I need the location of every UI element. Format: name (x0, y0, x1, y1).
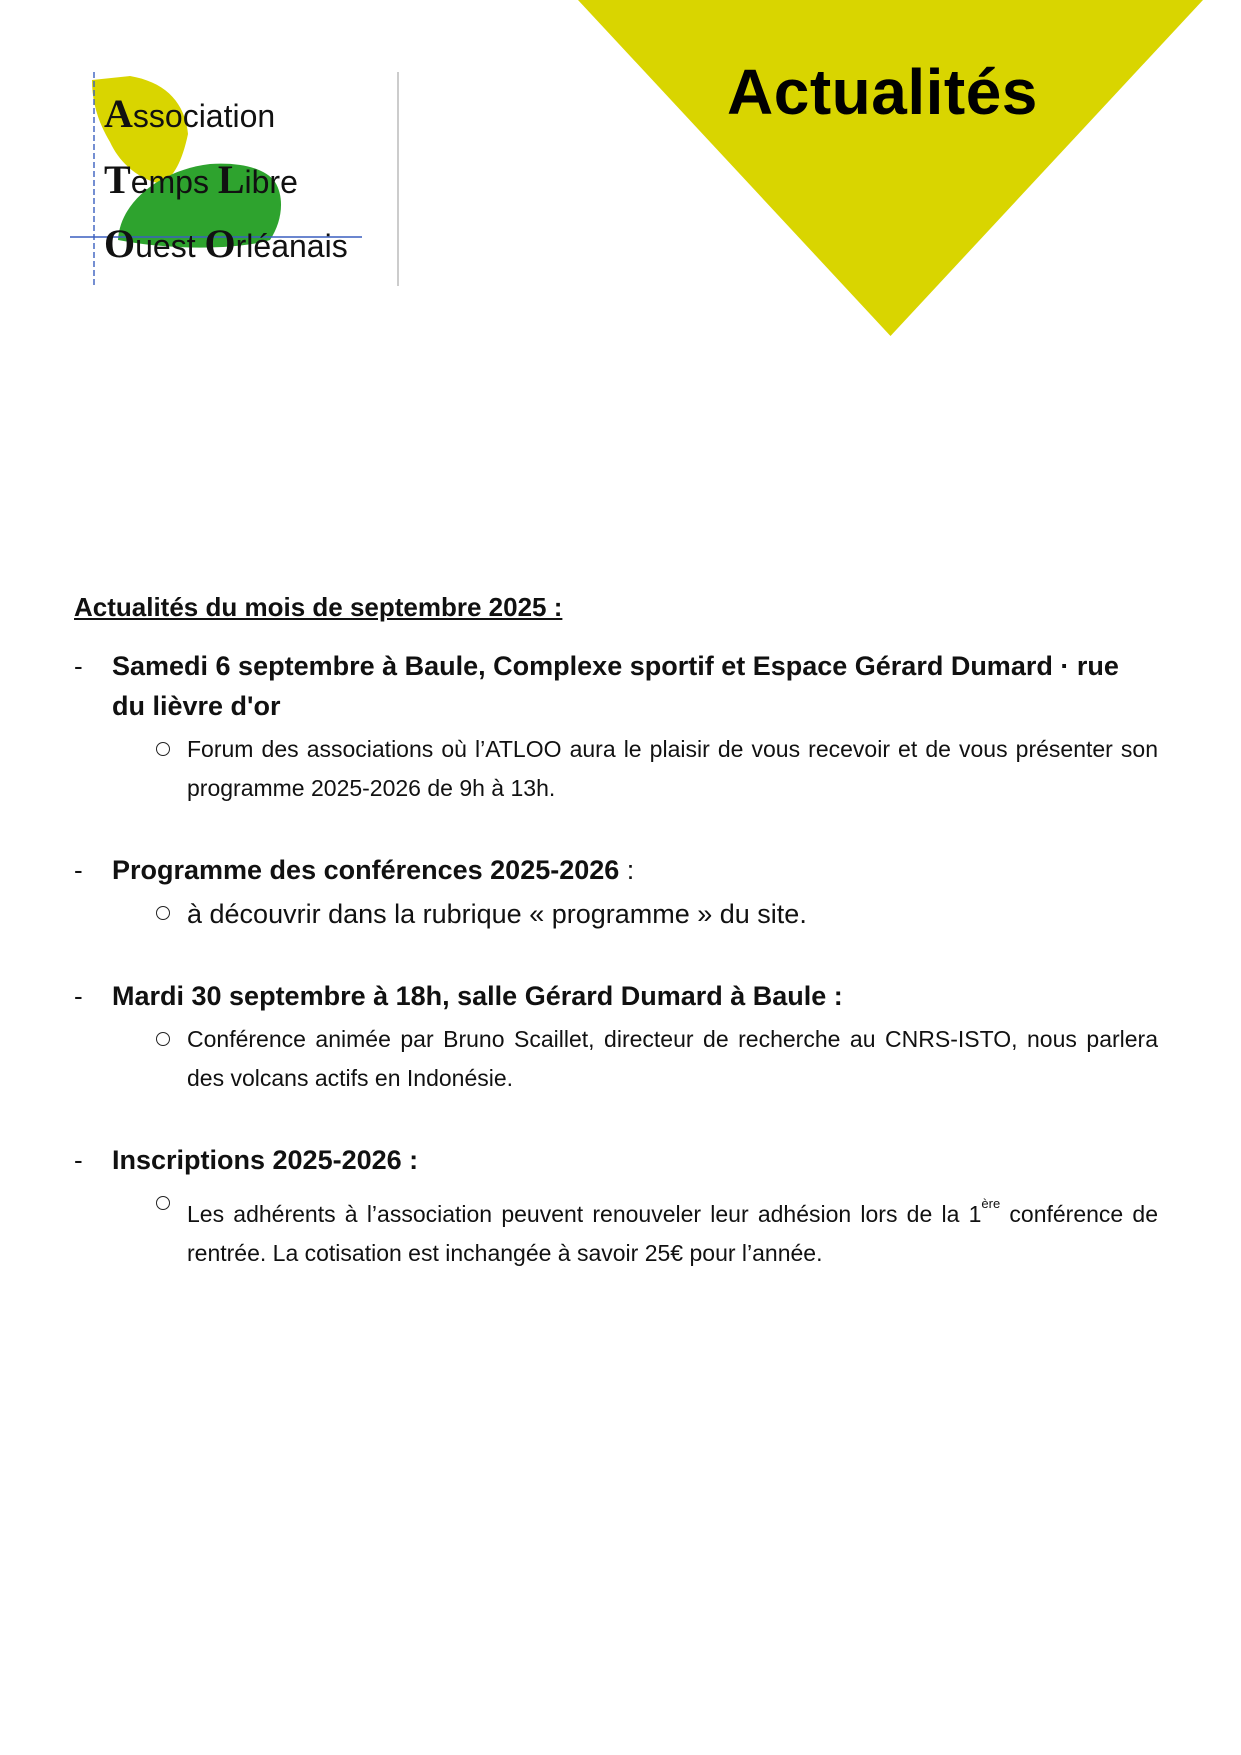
news-heading (112, 1140, 1158, 1180)
logo-text: emps (130, 164, 218, 200)
news-detail-part: conférence de rentrée. La cotisation est inchangée à savoir 25€ pour l’année. (187, 1201, 1158, 1266)
list-dash: - (74, 651, 83, 681)
news-heading (112, 850, 1158, 890)
logo-initial: L (217, 157, 245, 202)
superscript: ère (981, 1196, 1001, 1211)
logo-text: rléanais (235, 228, 348, 264)
news-detail (112, 1184, 1158, 1273)
news-detail (112, 730, 1158, 808)
logo-initial: O (204, 221, 236, 266)
logo-initial: A (104, 91, 133, 136)
news-item (74, 850, 1158, 934)
logo-text: uest (135, 228, 205, 264)
news-heading-text: Samedi 6 septembre à Baule, Complexe sportif et Espace Gérard Dumard · rue du lièvre d'or (112, 651, 1119, 721)
logo-line-3 (104, 221, 348, 266)
logo-initial: O (104, 221, 136, 266)
circle-bullet-icon (156, 1196, 170, 1210)
page-title: Actualités (727, 56, 1038, 128)
circle-bullet-icon (156, 906, 170, 920)
news-heading-text: Programme des conférences 2025-2026 (112, 855, 620, 885)
logo-line-1 (104, 91, 276, 136)
header-banner (578, 0, 1203, 336)
circle-bullet-icon (156, 742, 170, 756)
news-heading-text: Mardi 30 septembre à 18h, salle Gérard Dumard à Baule : (112, 981, 843, 1011)
association-logo (70, 72, 400, 286)
logo-text: ibre (244, 164, 298, 200)
section-title: Actualités du mois de septembre 2025 : (74, 592, 563, 622)
list-dash: - (74, 981, 83, 1011)
logo-text: ssociation (132, 98, 276, 134)
news-detail-text: à découvrir dans la rubrique « programme » du site. (187, 899, 807, 929)
list-dash: - (74, 1145, 83, 1175)
news-heading-suffix: : (619, 855, 635, 885)
news-heading (112, 976, 1158, 1016)
news-detail-text (187, 1184, 1158, 1273)
news-detail (112, 894, 1158, 934)
news-item (74, 1140, 1158, 1273)
news-item (74, 976, 1158, 1098)
logo-line-2 (104, 157, 298, 202)
news-detail (112, 1020, 1158, 1098)
news-heading (112, 646, 1158, 726)
news-detail-part: Les adhérents à l’association peuvent renouveler leur adhésion lors de la 1 (187, 1201, 982, 1227)
news-heading-text: Inscriptions 2025-2026 : (112, 1145, 419, 1175)
news-detail-text: Forum des associations où l’ATLOO aura le plaisir de vous recevoir et de vous présenter son programme 2025-2026 de 9h à 13h. (187, 736, 1158, 801)
news-content (74, 590, 1158, 1283)
news-item (74, 646, 1158, 808)
logo-initial: T (104, 157, 131, 202)
news-detail-text: Conférence animée par Bruno Scaillet, directeur de recherche au CNRS-ISTO, nous parlera des volcans actifs en Indonésie. (187, 1026, 1158, 1091)
list-dash: - (74, 855, 83, 885)
circle-bullet-icon (156, 1032, 170, 1046)
